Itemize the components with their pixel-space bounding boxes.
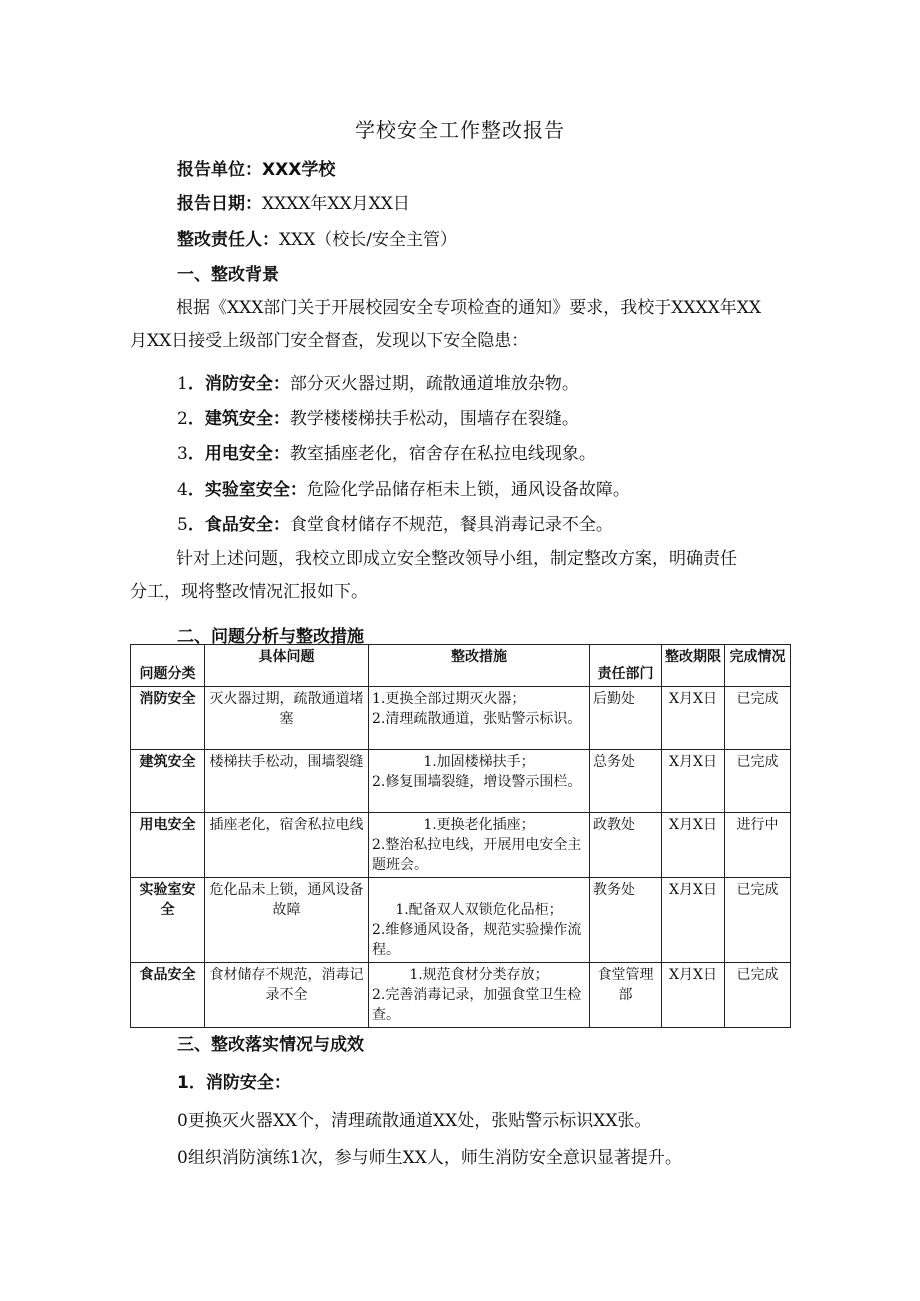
table-row	[131, 813, 791, 878]
report-date-value: XXXX年XX月XX日	[262, 194, 410, 214]
issue-label: ．用电安全：	[187, 444, 290, 464]
cell-issue: 插座老化，宿舍私拉电线	[205, 813, 369, 878]
section1-heading: 一、整改背景	[177, 265, 279, 285]
issue-num: 3	[177, 444, 188, 464]
header-status: 完成情况	[725, 645, 791, 687]
report-date-label: 报告日期：	[177, 194, 262, 214]
section3-sub1: 1．消防安全：	[177, 1073, 291, 1093]
cell-category: 食品安全	[131, 963, 205, 1028]
section1-summary	[130, 543, 790, 609]
header-measures: 整改措施	[369, 645, 590, 687]
issue-label: ．建筑安全：	[187, 409, 290, 429]
cell-status: 已完成	[725, 963, 791, 1028]
cell-deadline: X月X日	[662, 813, 725, 878]
report-date	[177, 189, 410, 214]
issue-num: 4	[177, 480, 188, 500]
header-issue: 具体问题	[205, 645, 369, 687]
cell-issue: 食材储存不规范，消毒记录不全	[205, 963, 369, 1028]
measure-2: 2.维修通风设备，规范实验操作流程。	[372, 922, 582, 958]
cell-status: 已完成	[725, 687, 791, 750]
section3-subheading	[177, 1068, 291, 1093]
measure-2: 2.整治私拉电线，开展用电安全主题班会。	[372, 837, 582, 873]
table-row	[131, 687, 791, 750]
section3-bullet-2: 0组织消防演练1次，参与师生XX人，师生消防安全意识显著提升。	[177, 1148, 682, 1168]
issue-text: 食堂食材储存不规范，餐具消毒记录不全。	[289, 515, 613, 535]
section2-heading: 二、问题分析与整改措施	[177, 627, 364, 647]
rectification-table	[130, 644, 791, 1028]
table-row	[131, 963, 791, 1028]
cell-measures	[369, 750, 590, 813]
issue-text: 危险化学品储存柜未上锁，通风设备故障。	[306, 480, 630, 500]
cell-measures	[369, 963, 590, 1028]
intro-line-2: 月XX日接受上级部门安全督查，发现以下安全隐患：	[130, 331, 529, 351]
report-unit-value: XXX学校	[262, 160, 336, 180]
cell-dept: 总务处	[590, 750, 662, 813]
responsible-person	[177, 225, 457, 250]
cell-deadline: X月X日	[662, 963, 725, 1028]
cell-status: 已完成	[725, 750, 791, 813]
cell-issue: 灭火器过期，疏散通道堵塞	[205, 687, 369, 750]
measure-1: 1.更换全部过期灭火器；	[372, 691, 526, 707]
header-deadline: 整改期限	[662, 645, 725, 687]
summary-line-2: 分工，现将整改情况汇报如下。	[130, 582, 368, 602]
table-row	[131, 750, 791, 813]
cell-category: 实验室安全	[131, 878, 205, 963]
issue-text: 部分灭火器过期，疏散通道堆放杂物。	[289, 374, 579, 394]
measure-1: 1.加固楼梯扶手；	[423, 754, 535, 770]
cell-deadline: X月X日	[662, 687, 725, 750]
issue-num: 1	[177, 374, 188, 394]
cell-dept: 后勤处	[590, 687, 662, 750]
cell-category: 消防安全	[131, 687, 205, 750]
cell-status: 进行中	[725, 813, 791, 878]
measure-2: 2.完善消毒记录，加强食堂卫生检查。	[372, 987, 582, 1023]
section3-heading: 三、整改落实情况与成效	[177, 1035, 364, 1055]
issue-item-5	[177, 510, 613, 535]
cell-measures	[369, 878, 590, 963]
cell-dept: 食堂管理部	[590, 963, 662, 1028]
issue-item-2	[177, 404, 579, 429]
table-row	[131, 878, 791, 963]
cell-deadline: X月X日	[662, 750, 725, 813]
cell-issue: 楼梯扶手松动，围墙裂缝	[205, 750, 369, 813]
table-header-row	[131, 645, 791, 687]
issue-num: 5	[177, 515, 188, 535]
cell-dept: 教务处	[590, 878, 662, 963]
measure-2: 2.修复围墙裂缝，增设警示围栏。	[372, 774, 582, 790]
report-unit	[177, 155, 335, 180]
summary-line-1: 针对上述问题，我校立即成立安全整改领导小组，制定整改方案，明确责任	[176, 549, 737, 569]
section3-bullet-1: 0更换灭火器XX个，清理疏散通道XX处，张贴警示标识XX张。	[177, 1111, 652, 1131]
responsible-person-label: 整改责任人：	[177, 230, 279, 250]
cell-category: 用电安全	[131, 813, 205, 878]
issue-item-3	[177, 439, 596, 464]
cell-measures	[369, 813, 590, 878]
issue-label: ．实验室安全：	[187, 480, 307, 500]
header-dept: 责任部门	[590, 645, 662, 687]
responsible-person-value: XXX（校长/安全主管）	[279, 230, 458, 250]
header-category: 问题分类	[131, 645, 205, 687]
measure-2: 2.清理疏散通道，张贴警示标识。	[372, 711, 582, 727]
measure-1: 1.规范食材分类存放；	[409, 967, 549, 983]
issue-num: 2	[177, 409, 188, 429]
issue-item-1	[177, 369, 579, 394]
issue-label: ．消防安全：	[187, 374, 290, 394]
cell-dept: 政教处	[590, 813, 662, 878]
issue-label: ．食品安全：	[187, 515, 290, 535]
cell-measures	[369, 687, 590, 750]
report-unit-label: 报告单位：	[177, 160, 262, 180]
cell-deadline: X月X日	[662, 878, 725, 963]
cell-category: 建筑安全	[131, 750, 205, 813]
cell-issue: 危化品未上锁，通风设备故障	[205, 878, 369, 963]
issue-item-4	[177, 475, 630, 500]
cell-status: 已完成	[725, 878, 791, 963]
document-title: 学校安全工作整改报告	[355, 118, 565, 142]
issue-text: 教室插座老化，宿舍存在私拉电线现象。	[289, 444, 596, 464]
issue-text: 教学楼楼梯扶手松动，围墙存在裂缝。	[289, 409, 579, 429]
section1-intro	[130, 292, 790, 358]
intro-line-1: 根据《XXX部门关于开展校园安全专项检查的通知》要求，我校于XXXX年XX	[176, 298, 761, 318]
measure-1: 1.更换老化插座；	[423, 817, 535, 833]
measure-1: 1.配备双人双锁危化品柜；	[395, 902, 563, 918]
